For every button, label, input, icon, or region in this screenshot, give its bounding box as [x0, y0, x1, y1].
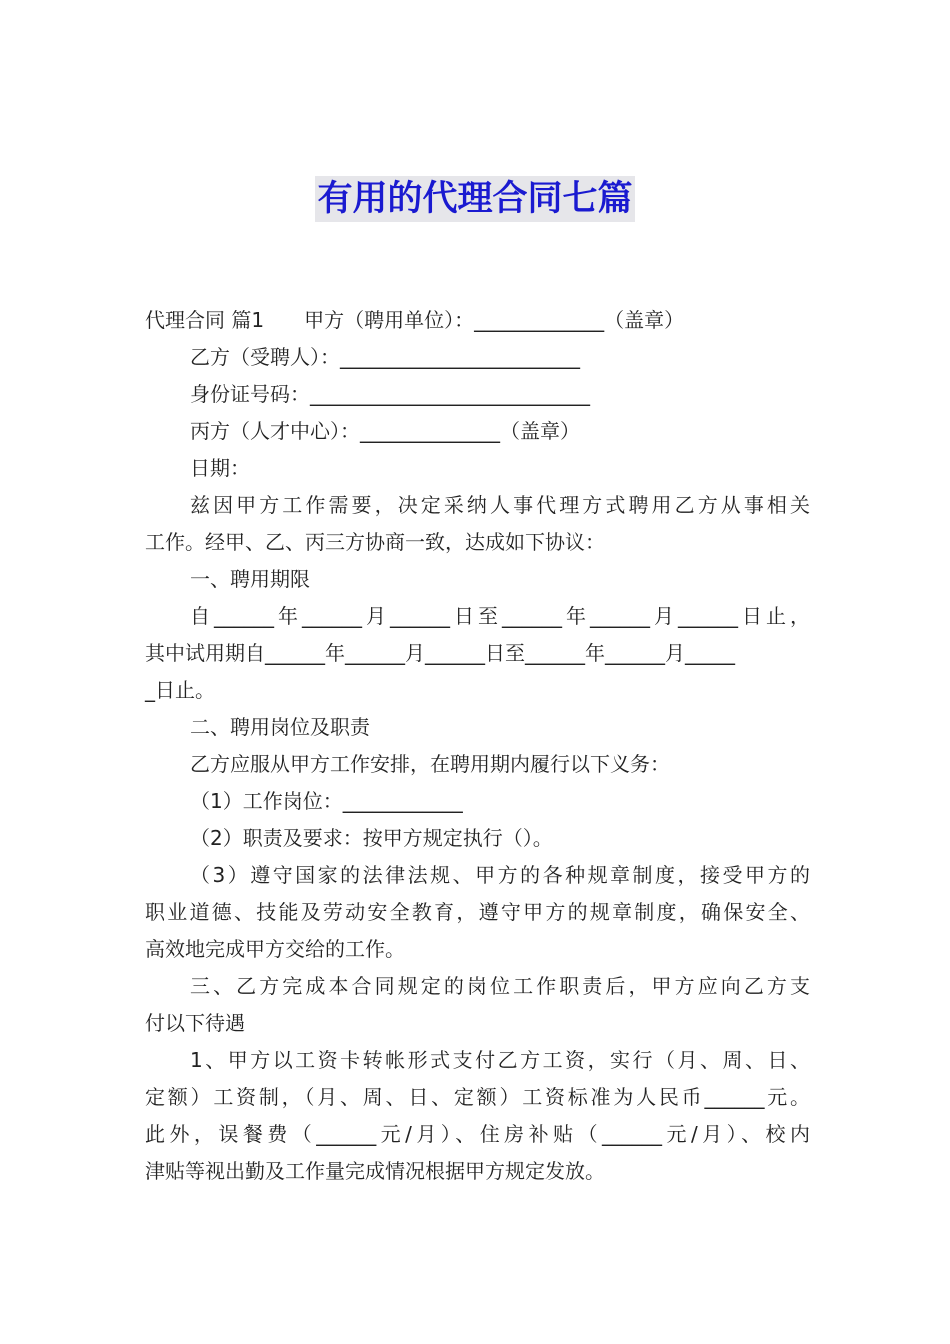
- duty-item-3-line-1: （3）遵守国家的法律法规、甲方的各种规章制度，接受甲方的: [190, 863, 810, 887]
- intro-paragraph-line-2: 工作。经甲、乙、丙三方协商一致，达成如下协议：: [145, 530, 605, 554]
- duty-item-2: （2）职责及要求：按甲方规定执行（）。: [190, 826, 553, 850]
- document-title: 有用的代理合同七篇: [315, 176, 634, 222]
- pay-item-line-3: 此外，误餐费（______元/月）、住房补贴（______元/月）、校内: [145, 1122, 810, 1146]
- section-heading-position: 二、聘用岗位及职责: [190, 715, 370, 739]
- duty-item-1: （1）工作岗位：____________: [190, 789, 463, 813]
- duty-intro-line: 乙方应服从甲方工作安排，在聘用期内履行以下义务：: [190, 752, 670, 776]
- section-heading-term: 一、聘用期限: [190, 567, 310, 591]
- term-line-1: 自______年______月______日至______年______月______日止，: [190, 604, 810, 628]
- party-c-line: 丙方（人才中心）：______________（盖章）: [190, 419, 580, 443]
- pay-item-line-1: 1、甲方以工资卡转帐形式支付乙方工资，实行（月、周、日、: [190, 1048, 810, 1072]
- party-a-line: 代理合同 篇1 甲方（聘用单位）：_____________（盖章）: [145, 308, 685, 332]
- date-line: 日期：: [190, 456, 250, 480]
- section-heading-pay-line-1: 三、乙方完成本合同规定的岗位工作职责后，甲方应向乙方支: [190, 974, 810, 998]
- document-body: [145, 302, 810, 1190]
- duty-item-3-line-3: 高效地完成甲方交给的工作。: [145, 937, 405, 961]
- duty-item-3-line-2: 职业道德、技能及劳动安全教育，遵守甲方的规章制度，确保安全、: [145, 900, 810, 924]
- term-line-2: 其中试用期自______年______月______日至______年______月_____: [145, 641, 735, 665]
- pay-item-line-2: 定额）工资制，（月、周、日、定额）工资标准为人民币______元。: [145, 1085, 810, 1109]
- id-number-line: 身份证号码：____________________________: [190, 382, 590, 406]
- pay-item-line-4: 津贴等视出勤及工作量完成情况根据甲方规定发放。: [145, 1159, 605, 1183]
- intro-paragraph-line-1: 兹因甲方工作需要，决定采纳人事代理方式聘用乙方从事相关: [190, 493, 810, 517]
- title-container: [0, 176, 950, 222]
- section-heading-pay-line-2: 付以下待遇: [145, 1011, 245, 1035]
- term-line-3: _日止。: [145, 678, 215, 702]
- party-b-line: 乙方（受聘人）：________________________: [190, 345, 580, 369]
